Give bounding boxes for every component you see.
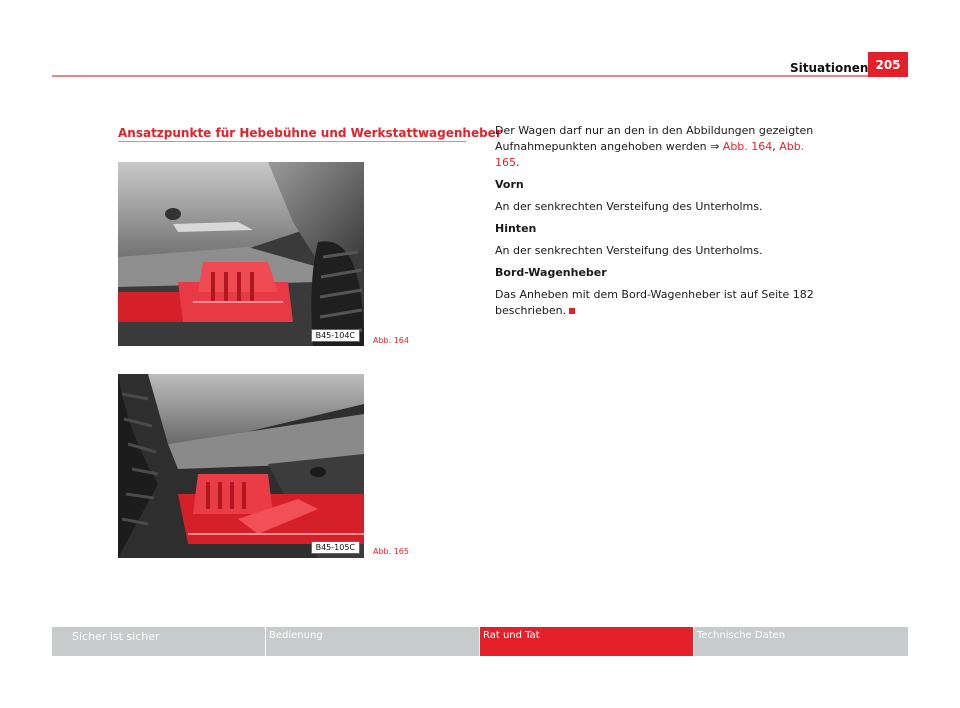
tab-bedienung[interactable]: Bedienung bbox=[266, 627, 480, 656]
page-heading: Ansatzpunkte für Hebebühne und Werkstattwagenheber bbox=[118, 126, 502, 140]
front-lift-point-illustration bbox=[118, 162, 364, 346]
intro-paragraph bbox=[495, 123, 825, 171]
figure-code: B45-105C bbox=[311, 541, 360, 554]
arrow-icon: ⇒ bbox=[710, 140, 720, 153]
tab-technische-daten[interactable]: Technische Daten bbox=[694, 627, 908, 656]
rear-lift-point-illustration bbox=[118, 374, 364, 558]
header-rule bbox=[52, 75, 908, 77]
figure-caption: Abb. 164 bbox=[373, 336, 409, 345]
paragraph-front: An der senkrechten Versteifung des Unterholms. bbox=[495, 200, 763, 213]
footer-nav bbox=[52, 627, 908, 656]
ref-separator: , bbox=[772, 140, 780, 153]
intro-text: Der Wagen darf nur an den in den Abbildungen gezeigten Aufnahmepunkten angehoben werden bbox=[495, 124, 814, 153]
tab-rat-und-tat[interactable]: Rat und Tat bbox=[480, 627, 694, 656]
figure-front-lift-point bbox=[118, 162, 364, 346]
intro-end: . bbox=[516, 156, 520, 169]
figure-rear-lift-point bbox=[118, 374, 364, 558]
paragraph-jack bbox=[495, 287, 825, 319]
section-title: Situationen bbox=[790, 61, 869, 75]
page-number: 205 bbox=[868, 52, 908, 77]
paragraph-rear: An der senkrechten Versteifung des Unterholms. bbox=[495, 244, 763, 257]
figure-ref-164[interactable]: Abb. 164 bbox=[722, 140, 773, 153]
heading-rule bbox=[118, 141, 466, 142]
figure-code: B45-104C bbox=[311, 329, 360, 342]
end-of-section-icon bbox=[569, 308, 575, 314]
body-text bbox=[495, 123, 825, 325]
subheading-front: Vorn bbox=[495, 178, 524, 191]
subheading-jack: Bord-Wagenheber bbox=[495, 266, 607, 279]
tab-sicher-ist-sicher[interactable]: Sicher ist sicher bbox=[52, 627, 266, 656]
jack-text: Das Anheben mit dem Bord-Wagenheber ist auf Seite 182 beschrieben. bbox=[495, 288, 814, 317]
subheading-rear: Hinten bbox=[495, 222, 537, 235]
figure-caption: Abb. 165 bbox=[373, 547, 409, 556]
figure-ref-165[interactable]: Abb. 165 bbox=[495, 140, 805, 169]
